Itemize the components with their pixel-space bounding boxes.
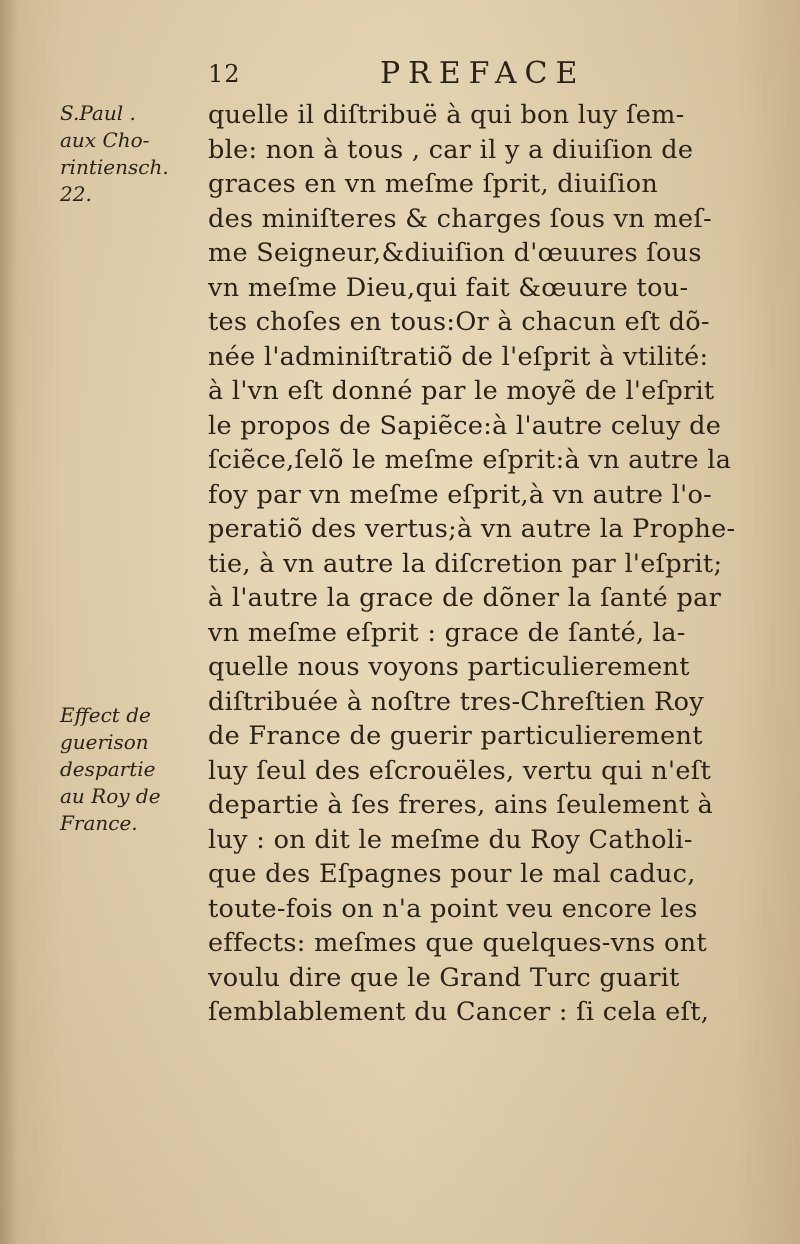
page-title: PREFACE <box>380 56 586 91</box>
margin-note-line: France. <box>60 811 138 835</box>
text-line: effects: meſmes que quelques-vns ont <box>208 928 707 958</box>
text-line: luy : on dit le meſme du Roy Catholi- <box>208 824 693 855</box>
text-line: le propos de Sapiẽce:à l'autre celuy de <box>208 410 722 441</box>
text-line: quelle nous voyons particulierement <box>208 652 690 682</box>
text-line: ſciẽce,ſelõ le meſme eſprit:à vn autre la <box>208 445 732 475</box>
margin-note-line: 22. <box>60 182 92 206</box>
text-line: ſemblablement du Cancer : ſi cela eſt, <box>208 997 710 1027</box>
margin-note-line: Effect de <box>60 703 151 727</box>
text-line: vn meſme Dieu,qui fait &œuure tou- <box>208 272 689 303</box>
text-line: voulu dire que le Grand Turc guarit <box>208 962 680 993</box>
margin-note-line: rintiensch. <box>60 155 169 179</box>
page-number: 12 <box>208 60 241 88</box>
text-line: ble: non à tous , car il y a diuiſion de <box>208 134 694 165</box>
margin-note-line: aux Cho- <box>60 128 150 152</box>
text-line: diſtribuée à noſtre tres-Chreſtien Roy <box>208 686 704 717</box>
text-line: que des Eſpagnes pour le mal caduc, <box>208 859 696 889</box>
margin-note-line: despartie <box>60 757 156 781</box>
margin-note-healing <box>60 702 210 837</box>
text-line: des miniſteres & charges ſous vn meſ- <box>208 203 713 234</box>
text-line: peratiõ des vertus;à vn autre la Prophe- <box>208 514 736 544</box>
margin-note-scripture-reference <box>60 100 210 208</box>
running-head <box>200 56 760 96</box>
page-edge-shadow <box>0 0 18 1244</box>
text-line: foy par vn meſme eſprit,à vn autre l'o- <box>208 479 713 510</box>
text-line: de France de guerir particulierement <box>208 721 703 751</box>
text-line: me Seigneur,&diuiſion d'œuures ſous <box>208 238 702 268</box>
text-line: vn meſme eſprit : grace de ſanté, la- <box>208 617 686 648</box>
text-line: à l'vn eſt donné par le moyẽ de l'eſprit <box>208 376 715 406</box>
text-line: tie, à vn autre la diſcretion par l'eſprit; <box>208 548 723 579</box>
text-line: departie à ſes freres, ains ſeulement à <box>208 790 714 820</box>
text-line: luy ſeul des eſcrouëles, vertu qui n'eſt <box>208 755 711 786</box>
text-line: née l'adminiſtratiõ de l'eſprit à vtilité: <box>208 341 709 372</box>
text-line: tes choſes en tous:Or à chacun eſt dõ- <box>208 307 710 337</box>
body-text <box>208 98 768 1030</box>
margin-note-line: guerison <box>60 730 149 754</box>
text-line: toute-fois on n'a point veu encore les <box>208 893 698 924</box>
margin-note-line: au Roy de <box>60 784 161 808</box>
text-line: quelle il diſtribuë à qui bon luy ſem- <box>208 100 685 130</box>
text-line: à l'autre la grace de dõner la ſanté par <box>208 583 722 613</box>
text-line: graces en vn meſme ſprit, diuiſion <box>208 169 659 199</box>
margin-note-line: S.Paul . <box>60 101 136 125</box>
